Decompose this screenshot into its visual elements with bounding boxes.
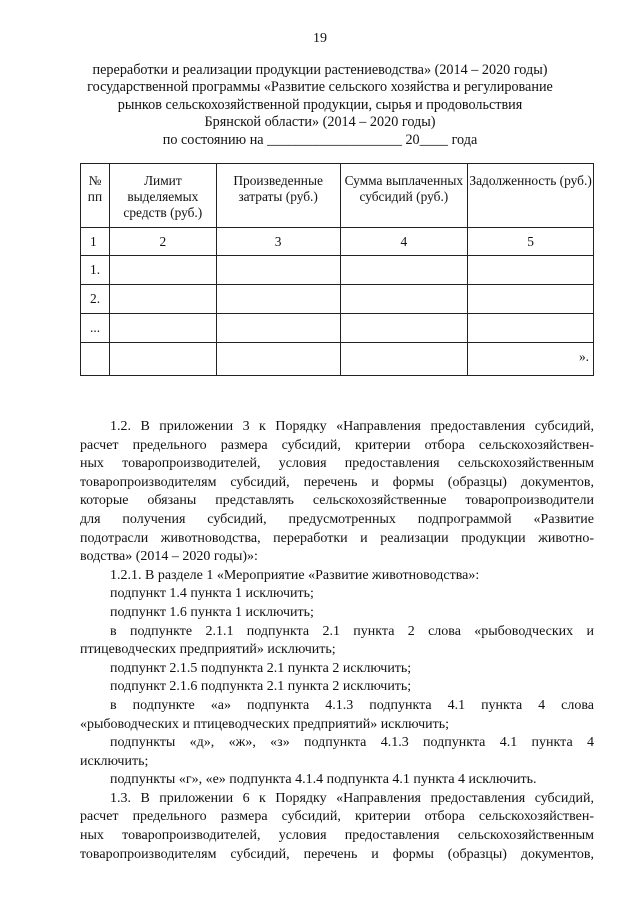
table-row [81,343,594,376]
text-line: 1.2. В приложении 3 к Порядку «Направления предоставления субсидий, [110,419,594,434]
table-cell [109,343,216,376]
heading-line: переработки и реализации продукции растениеводства» (2014 – 2020 годы) [92,62,548,78]
column-number: 5 [468,228,594,256]
table-cell [216,314,340,343]
text-line: товаропроизводителям субсидий, перечень и формы (образцы) документов, [80,474,594,490]
text-line: расчет предельного размера субсидий, критерии отбора сельскохозяйствен- [80,809,594,825]
text-line: подпункт 2.1.5 подпункта 2.1 пункта 2 исключить; [110,660,412,676]
page-number: 19 [313,31,327,46]
text-line: подотрасли животноводства, переработки и реализации продукции животно- [80,530,594,546]
paragraph-item [80,771,594,790]
text-line: которые обязаны представлять сельскохозяйственные товаропроизводители [80,493,594,509]
table-row [81,314,594,343]
text-line: «рыбоводческих и птицеводческих предприятий» исключить; [80,716,450,732]
text-line: 1.3. В приложении 6 к Порядку «Направления предоставления субсидий, [110,790,594,806]
header-number-column: № пп [81,164,110,228]
header-costs-column: Произведенные затраты (руб.) [216,164,340,228]
table-cell [340,285,468,314]
table-row [81,256,594,285]
text-line: 1.2.1. В разделе 1 «Мероприятие «Развитие животноводства»: [110,567,480,583]
table-cell [468,256,594,285]
text-line: ных товаропроизводителей, условия предоставления сельскохозяйственным [80,828,594,844]
text-line: в подпункте 2.1.1 подпункта 2.1 пункта 2 слова «рыбоводческих и [110,623,594,639]
header-limit-column: Лимит выделяемых средств (руб.) [109,164,216,228]
text-line: ных товаропроизводителей, условия предоставления сельскохозяйственным [80,456,594,472]
table-row [81,285,594,314]
row-number: ... [81,314,110,343]
text-line: подпункты «д», «ж», «з» подпункта 4.1.3 подпункта 4.1 пункта 4 [110,735,594,751]
column-number: 1 [81,228,110,256]
paragraph-1-2 [80,418,594,567]
heading-line: рынков сельскохозяйственной продукции, сырья и продовольствия [117,96,523,113]
table-cell [468,285,594,314]
table-cell [109,256,216,285]
paragraph-item [80,678,594,697]
text-line: подпункт 1.6 пункта 1 исключить; [110,604,314,620]
table-cell [216,285,340,314]
as-of-date-line: по состоянию на ___________________ 20____ года [162,131,478,148]
paragraph-item [80,623,594,660]
row-number [81,343,110,376]
table-cell [216,343,340,376]
row-number: 1. [81,256,110,285]
row-number: 2. [81,285,110,314]
paragraph-item [80,660,594,679]
table-column-number-row [81,228,594,256]
table-end-mark: ». [468,343,594,376]
header-debt-column: Задолженность (руб.) [468,164,594,228]
text-line: подпункт 1.4 пункта 1 исключить; [110,586,314,602]
paragraph-item [80,697,594,734]
paragraph-1-3 [80,790,594,864]
text-line: подпункты «г», «е» подпункта 4.1.4 подпункта 4.1 пункта 4 исключить. [110,772,537,788]
paragraph-1-2-1 [80,567,594,586]
table-cell [340,343,468,376]
text-line: подпункт 2.1.6 подпункта 2.1 пункта 2 исключить; [110,679,412,695]
table-cell [340,256,468,285]
heading-line: государственной программы «Развитие сельского хозяйства и регулирование [87,79,553,96]
table-header-row [81,164,594,228]
table-cell [216,256,340,285]
table-cell [109,314,216,343]
column-number: 2 [109,228,216,256]
paragraph-item [80,585,594,604]
paragraph-item [80,604,594,623]
table-cell [340,314,468,343]
table-cell [109,285,216,314]
paragraph-item [80,734,594,771]
heading-line: Брянской области» (2014 – 2020 годы) [204,114,436,131]
subsidy-report-table [80,163,594,376]
table-cell [468,314,594,343]
document-heading [70,62,570,149]
column-number: 3 [216,228,340,256]
header-paid-column: Сумма выплаченных субсидий (руб.) [340,164,468,228]
text-line: расчет предельного размера субсидий, критерии отбора сельскохозяйствен- [80,437,594,453]
text-line: для получения субсидий, предусмотренных подпрограммой «Развитие [80,511,594,527]
body-text [80,418,594,864]
text-line: в подпункте «а» подпункта 4.1.3 подпункта 4.1 пункта 4 слова [110,697,594,713]
text-line: водства» (2014 – 2020 годы)»: [80,549,258,565]
text-line: товаропроизводителям субсидий, перечень и формы (образцы) документов, [80,846,594,862]
text-line: исключить; [80,753,149,769]
column-number: 4 [340,228,468,256]
text-line: птицеводческих предприятий» исключить; [80,642,336,658]
